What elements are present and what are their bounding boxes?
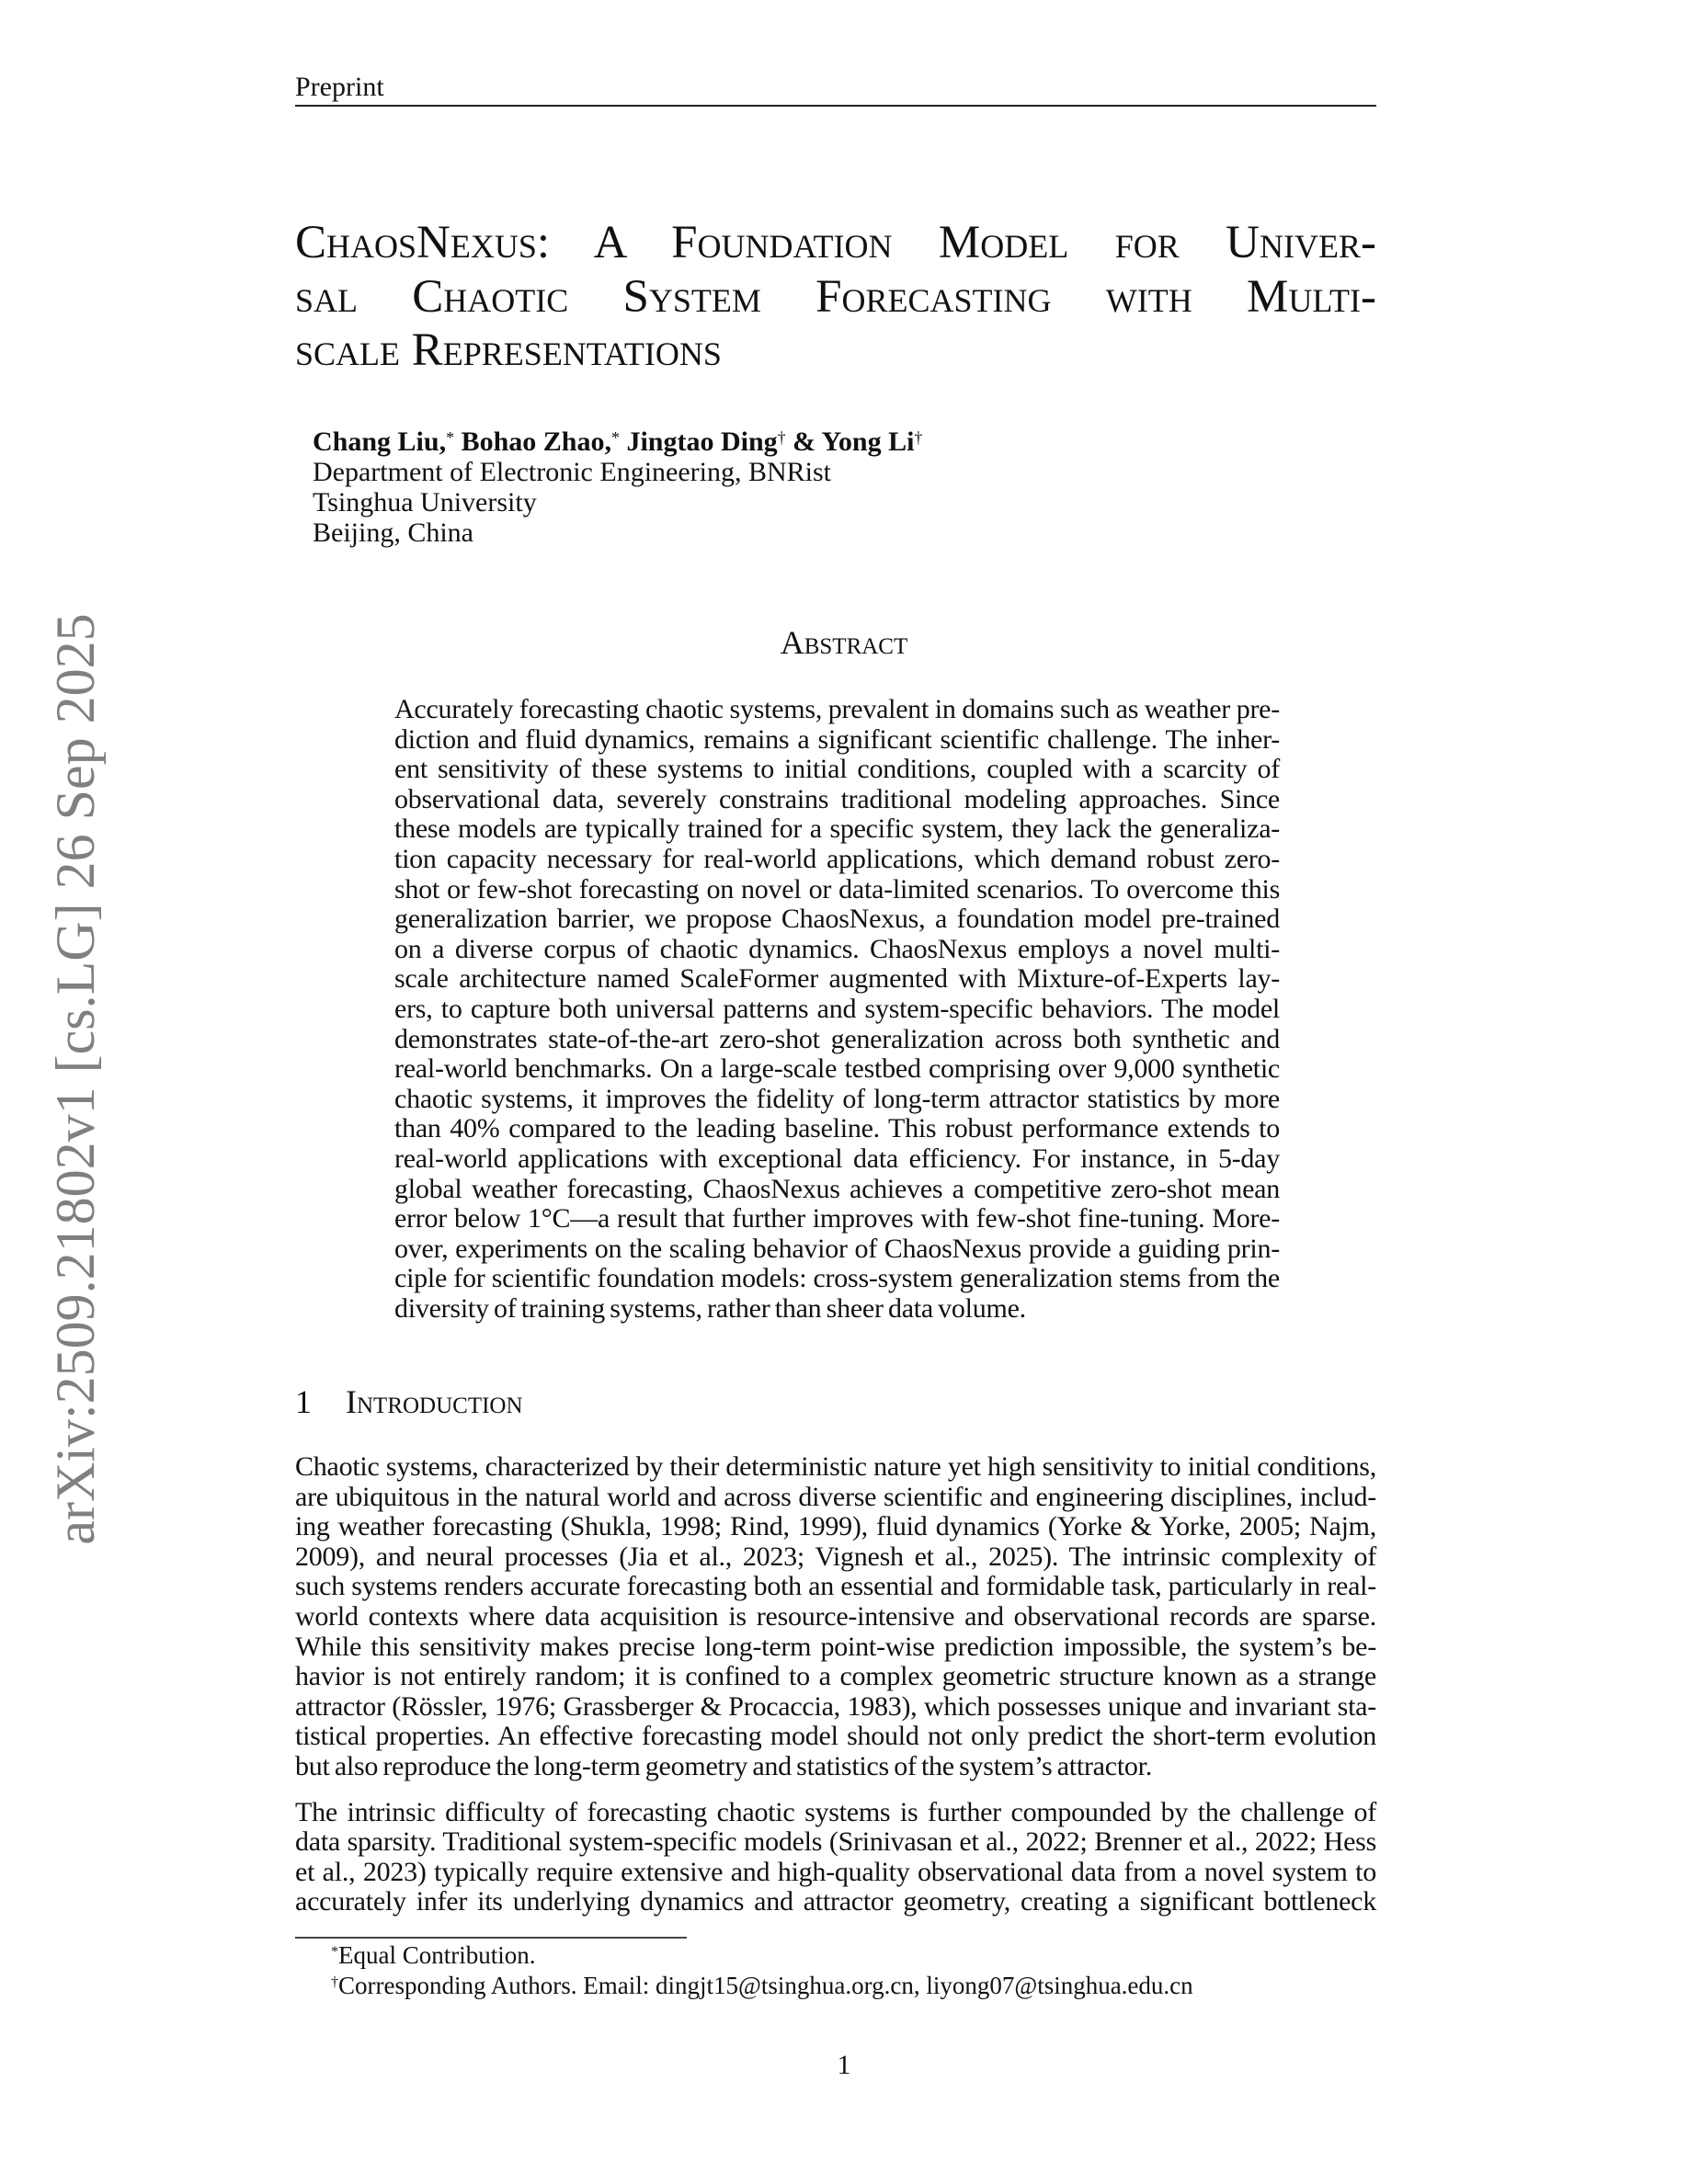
author — [313, 427, 454, 457]
header-rule — [295, 105, 1376, 107]
text-line: diction and fluid dynamics, remains a significant scientific challenge. The inher- — [394, 723, 1280, 755]
footnote-text: Equal Contribution. — [338, 1941, 536, 1969]
introduction-body — [295, 1452, 1376, 1917]
text-line: these models are typically trained for a specific system, they lack the generaliza- — [394, 813, 1280, 845]
text-line: scale architecture named ScaleFormer augmented with Mixture-of-Experts lay- — [394, 963, 1280, 995]
author — [626, 427, 785, 457]
footnote — [331, 1941, 535, 1969]
author-name: Jingtao Ding — [626, 427, 778, 457]
text-line: diversity of training systems, rather than sheer data volume. — [394, 1292, 1026, 1324]
affiliation-line: Beijing, China — [313, 518, 473, 548]
text-line: world contexts where data acquisition is resource-intensive and observational records are sparse. — [295, 1600, 1376, 1632]
author-name: Bohao Zhao, — [461, 427, 611, 457]
title-line: ChaosNexus: A Foundation Model for Univer- — [295, 217, 1376, 268]
text-line: ers, to capture both universal patterns and system-specific behaviors. The model — [394, 993, 1280, 1024]
text-line: real-world applications with exceptional data efficiency. For instance, in 5-day — [394, 1143, 1280, 1174]
author-mark: † — [914, 428, 923, 447]
footnote-text: Corresponding Authors. Email: dingjt15@tsinghua.org.cn, liyong07@tsinghua.edu.cn — [338, 1972, 1193, 1999]
section-heading — [295, 1383, 523, 1420]
abstract-heading: Abstract — [780, 624, 908, 661]
text-line: attractor (Rössler, 1976; Grassberger & Procaccia, 1983), which possesses unique and invariant sta- — [295, 1690, 1376, 1722]
text-line: ciple for scientific foundation models: cross-system generalization stems from the — [394, 1263, 1280, 1294]
text-line: on a diverse corpus of chaotic dynamics. ChaosNexus employs a novel multi- — [394, 933, 1280, 964]
author — [793, 427, 922, 457]
page-number: 1 — [837, 2050, 851, 2080]
intro-paragraph-1 — [295, 1452, 1376, 1782]
abstract-body — [394, 695, 1280, 1324]
author-names — [313, 427, 922, 457]
text-line: ent sensitivity of these systems to initial conditions, coupled with a scarcity of — [394, 754, 1280, 785]
text-line: but also reproduce the long-term geometry and statistics of the system’s attractor. — [295, 1750, 1152, 1781]
text-line: accurately infer its underlying dynamics and attractor geometry, creating a significant bottleneck — [295, 1886, 1376, 1917]
title-line: scale Representations — [295, 324, 722, 376]
text-line: data sparsity. Traditional system-specific models (Srinivasan et al., 2022; Brenner et al., 2022; Hess — [295, 1826, 1376, 1858]
text-line: chaotic systems, it improves the fidelity of long-term attractor statistics by more — [394, 1083, 1280, 1114]
text-line: havior is not entirely random; it is confined to a complex geometric structure known as a strange — [295, 1661, 1376, 1692]
author-name: Chang Liu, — [313, 427, 447, 457]
text-line: generalization barrier, we propose ChaosNexus, a foundation model pre-trained — [394, 904, 1280, 935]
footnote-mark: † — [331, 1974, 338, 1990]
text-line: real-world benchmarks. On a large-scale testbed comprising over 9,000 synthetic — [394, 1053, 1280, 1085]
author — [462, 427, 620, 457]
text-line: demonstrates state-of-the-art zero-shot generalization across both synthetic and — [394, 1023, 1280, 1054]
author-block — [313, 427, 922, 548]
arxiv-stamp: arXiv:2509.21802v1 [cs.LG] 26 Sep 2025 — [45, 613, 106, 1545]
running-header: Preprint — [295, 72, 384, 102]
author-mark: † — [777, 428, 786, 447]
section-title: Introduction — [346, 1383, 523, 1420]
text-line: Chaotic systems, characterized by their deterministic nature yet high sensitivity to initial conditions, — [295, 1451, 1376, 1482]
text-line: tistical properties. An effective forecasting model should not only predict the short-term evolution — [295, 1721, 1376, 1752]
text-line: Accurately forecasting chaotic systems, prevalent in domains such as weather pre- — [394, 694, 1280, 724]
text-line: 2009), and neural processes (Jia et al., 2023; Vignesh et al., 2025). The intrinsic complexity of — [295, 1541, 1376, 1572]
text-line: over, experiments on the scaling behavior of ChaosNexus provide a guiding prin- — [394, 1233, 1280, 1264]
text-line: such systems renders accurate forecasting both an essential and formidable task, particularly in real- — [295, 1571, 1376, 1602]
text-line: observational data, severely constrains traditional modeling approaches. Since — [394, 783, 1280, 814]
text-line: tion capacity necessary for real-world applications, which demand robust zero- — [394, 843, 1280, 874]
author-mark: * — [446, 428, 455, 447]
text-line: While this sensitivity makes precise long-term point-wise prediction impossible, the system’s be- — [295, 1631, 1376, 1662]
footnote-rule — [295, 1937, 687, 1939]
text-line: shot or few-shot forecasting on novel or data-limited scenarios. To overcome this — [394, 873, 1280, 904]
affiliation-line: Tsinghua University — [313, 487, 537, 518]
title-line: sal Chaotic System Forecasting with Multi- — [295, 270, 1376, 323]
author-mark: * — [610, 428, 620, 447]
text-line: ing weather forecasting (Shukla, 1998; Rind, 1999), fluid dynamics (Yorke & Yorke, 2005; Najm, — [295, 1511, 1376, 1542]
text-line: are ubiquitous in the natural world and across diverse scientific and engineering disciplines, includ- — [295, 1481, 1376, 1512]
footnote-mark: * — [331, 1944, 338, 1960]
text-line: The intrinsic difficulty of forecasting chaotic systems is further compounded by the challenge of — [295, 1796, 1376, 1827]
affiliation-line: Department of Electronic Engineering, BNRist — [313, 457, 832, 487]
section-number: 1 — [295, 1383, 312, 1420]
text-line: global weather forecasting, ChaosNexus achieves a competitive zero-shot mean — [394, 1173, 1280, 1204]
footnote — [331, 1972, 1193, 1999]
text-line: error below 1°C—a result that further improves with few-shot fine-tuning. More- — [394, 1203, 1280, 1234]
paper-title — [295, 216, 1376, 378]
intro-paragraph-2 — [295, 1798, 1376, 1917]
author-name: & Yong Li — [793, 427, 915, 457]
text-line: than 40% compared to the leading baseline. This robust performance extends to — [394, 1113, 1280, 1144]
text-line: et al., 2023) typically require extensive and high-quality observational data from a novel system to — [295, 1856, 1376, 1887]
